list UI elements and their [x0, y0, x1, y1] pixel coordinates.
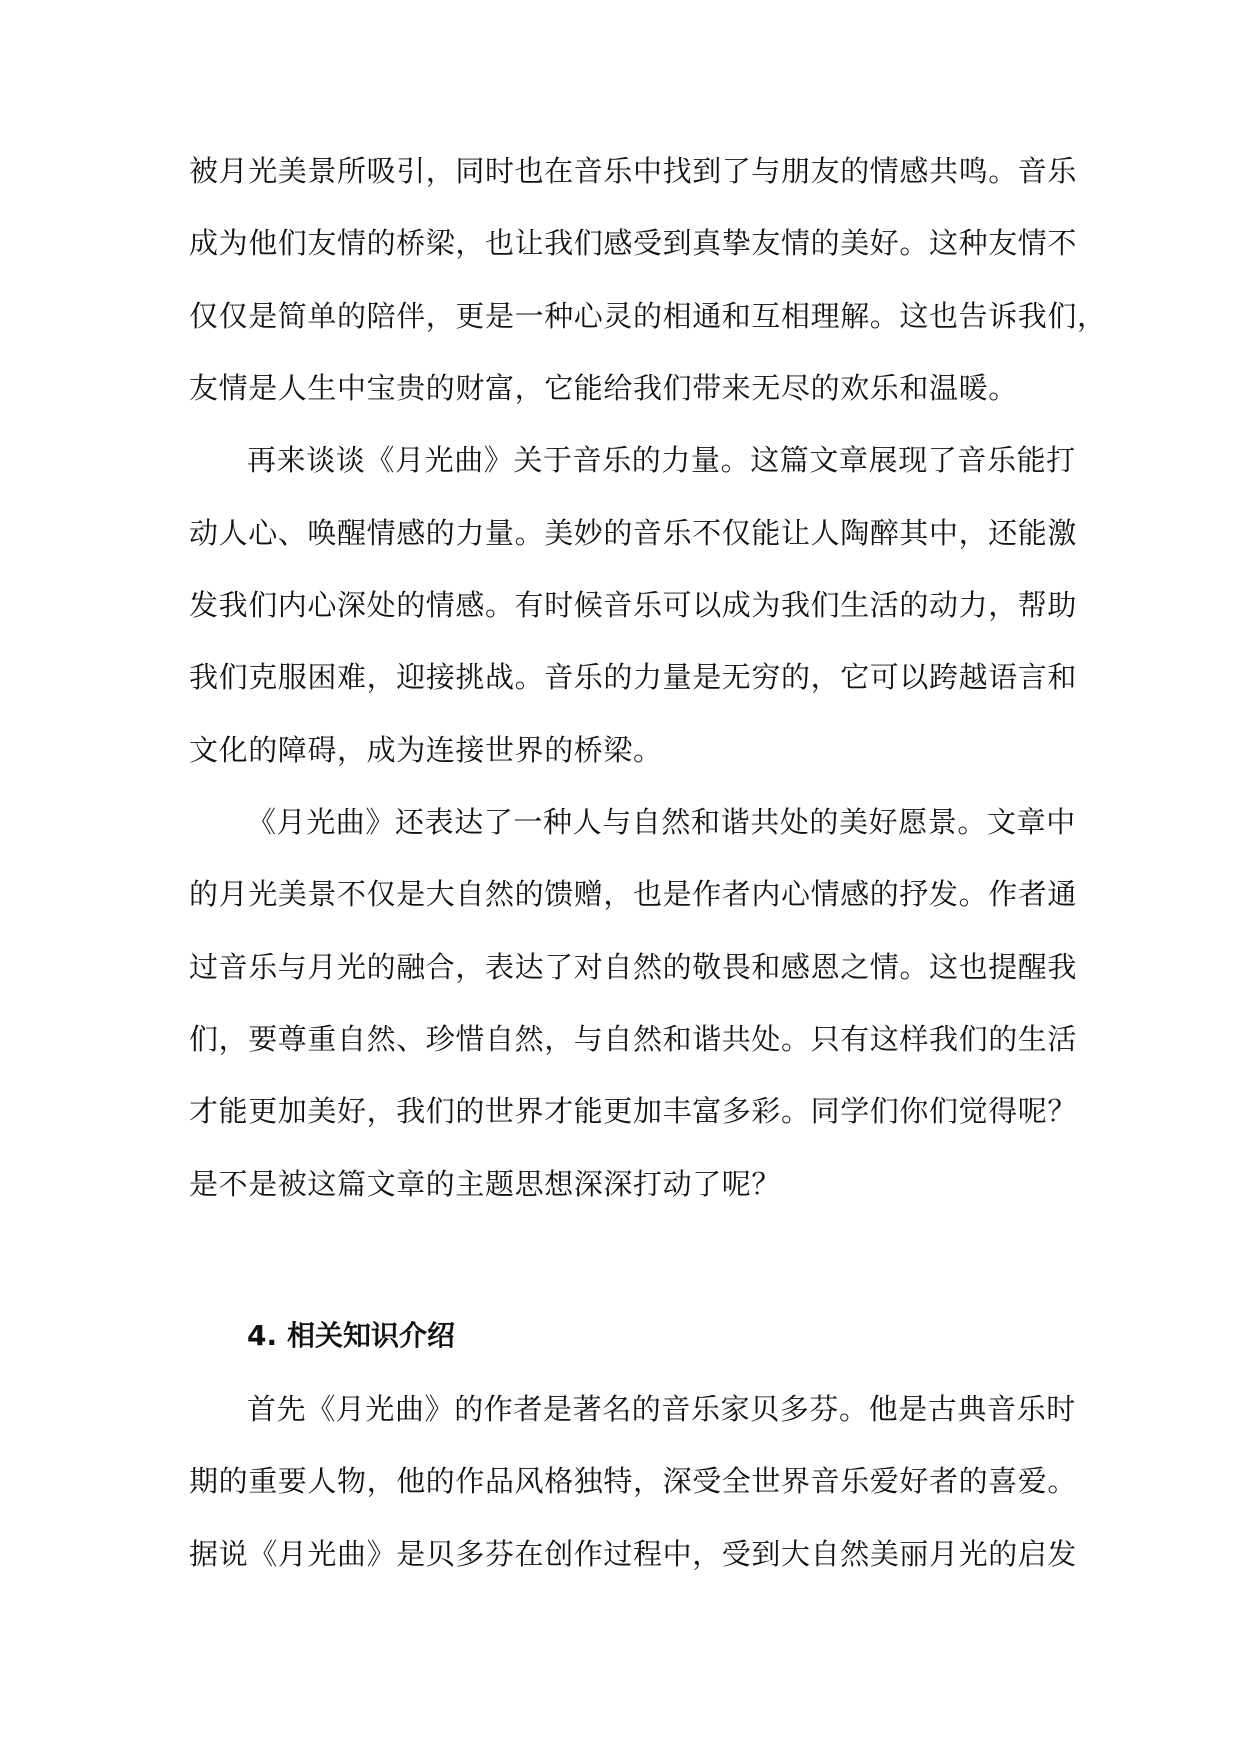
paragraph-3-line-5: 才能更加美好，我们的世界才能更加丰富多彩。同学们你们觉得呢？: [189, 1094, 1078, 1128]
section-paragraph-line-1: 首先《月光曲》的作者是著名的音乐家贝多芬。他是古典音乐时: [247, 1392, 1076, 1426]
paragraph-3-line-4: 们，要尊重自然、珍惜自然，与自然和谐共处。只有这样我们的生活: [189, 1022, 1078, 1056]
paragraph-1-line-3: 仅仅是简单的陪伴，更是一种心灵的相通和互相理解。这也告诉我们，: [189, 299, 1107, 333]
section-number: 4.: [247, 1319, 278, 1352]
paragraph-2-line-4: 我们克服困难，迎接挑战。音乐的力量是无穷的，它可以跨越语言和: [189, 660, 1078, 694]
paragraph-2-line-1: 再来谈谈《月光曲》关于音乐的力量。这篇文章展现了音乐能打: [247, 443, 1076, 477]
paragraph-2-line-5: 文化的障碍，成为连接世界的桥梁。: [189, 733, 663, 767]
paragraph-2-line-2: 动人心、唤醒情感的力量。美妙的音乐不仅能让人陶醉其中，还能激: [189, 516, 1078, 550]
paragraph-1-line-4: 友情是人生中宝贵的财富，它能给我们带来无尽的欢乐和温暖。: [189, 371, 1018, 405]
section-paragraph-line-3: 据说《月光曲》是贝多芬在创作过程中，受到大自然美丽月光的启发: [189, 1537, 1078, 1571]
section-paragraph-line-2: 期的重要人物，他的作品风格独特，深受全世界音乐爱好者的喜爱。: [189, 1464, 1078, 1498]
paragraph-3-line-1: 《月光曲》还表达了一种人与自然和谐共处的美好愿景。文章中: [247, 805, 1076, 839]
section-title: 相关知识介绍: [287, 1319, 456, 1352]
paragraph-3-line-3: 过音乐与月光的融合，表达了对自然的敬畏和感恩之情。这也提醒我: [189, 950, 1078, 984]
paragraph-1-line-1: 被月光美景所吸引，同时也在音乐中找到了与朋友的情感共鸣。音乐: [189, 154, 1078, 188]
paragraph-3-line-2: 的月光美景不仅是大自然的馈赠，也是作者内心情感的抒发。作者通: [189, 877, 1078, 911]
paragraph-2-line-3: 发我们内心深处的情感。有时候音乐可以成为我们生活的动力，帮助: [189, 588, 1078, 622]
paragraph-1-line-2: 成为他们友情的桥梁，也让我们感受到真挚友情的美好。这种友情不: [189, 226, 1078, 260]
paragraph-3-line-6: 是不是被这篇文章的主题思想深深打动了呢？: [189, 1167, 782, 1201]
section-heading: [247, 1313, 455, 1359]
